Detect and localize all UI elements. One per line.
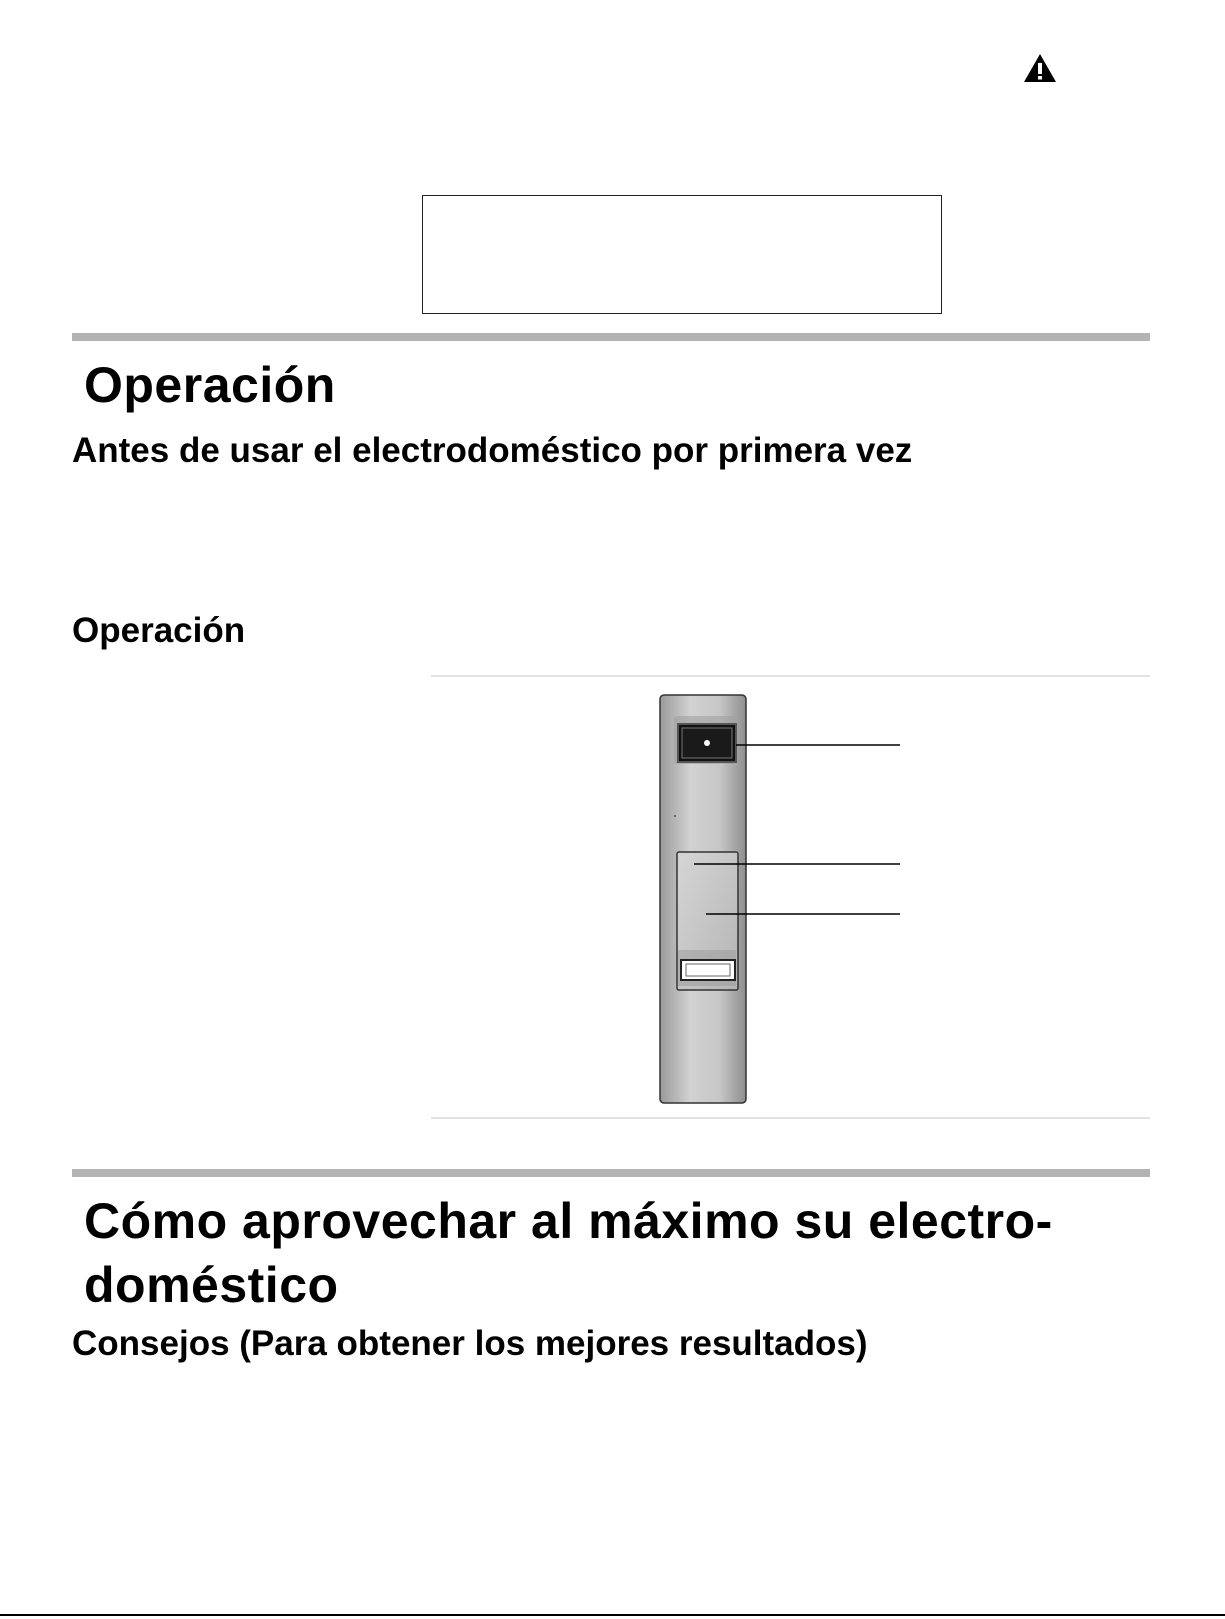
notice-box: [422, 195, 942, 314]
figure-bottom-rule: [431, 1117, 1150, 1119]
section-divider: [72, 1169, 1150, 1177]
section-title-line-1: Cómo aprovechar al máximo su electro-: [84, 1193, 1053, 1249]
indicator-light-icon: [704, 740, 710, 746]
page-bottom-edge: [0, 1614, 1225, 1616]
warning-triangle-icon: [1022, 52, 1058, 84]
section-title-line-2: doméstico: [84, 1257, 339, 1313]
control-panel-illustration: [640, 688, 900, 1108]
subsection-title-tips: Consejos (Para obtener los mejores resultados): [72, 1324, 868, 1363]
subsection-title-operacion: Operación: [72, 611, 246, 650]
section-title-operacion: Operación: [84, 357, 336, 413]
figure-top-rule: [431, 675, 1150, 677]
subsection-title-first-use: Antes de usar el electrodoméstico por primera vez: [72, 431, 913, 470]
section-divider: [72, 333, 1150, 341]
